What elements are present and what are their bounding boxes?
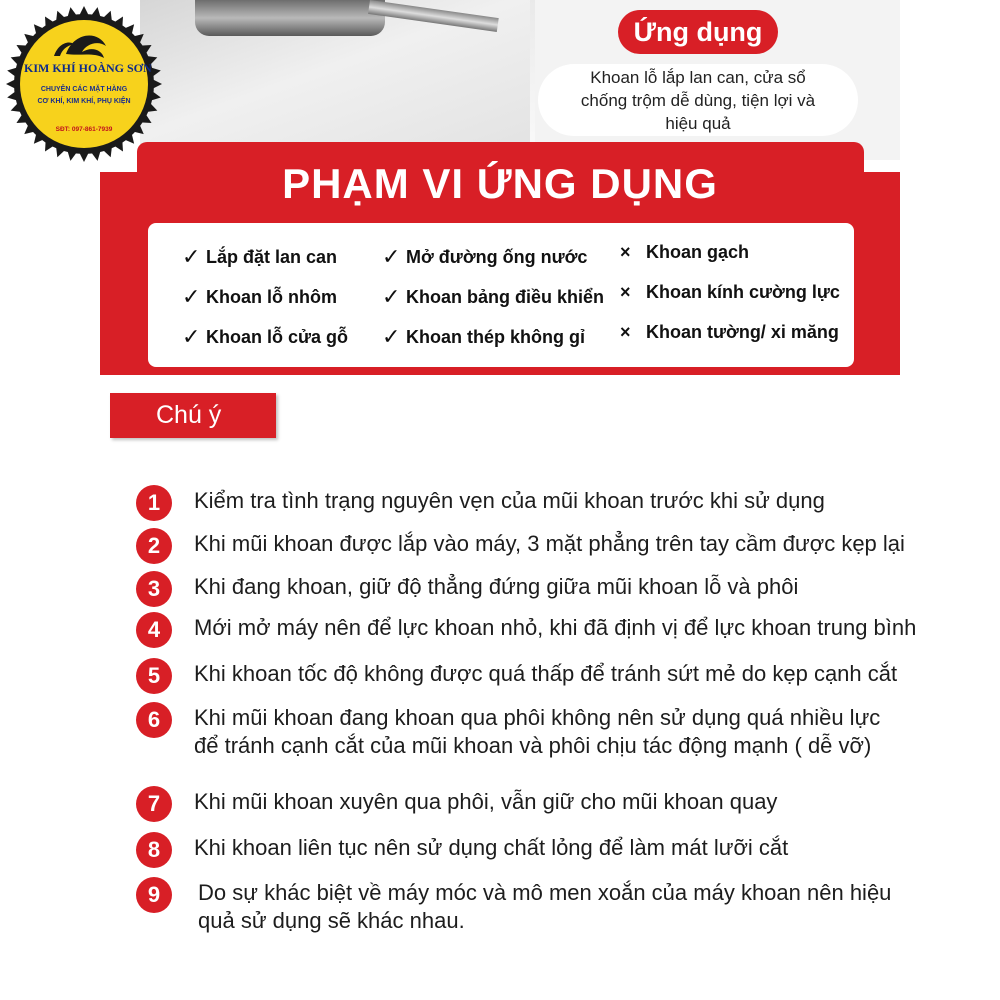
note-number-badge: 1	[136, 485, 172, 521]
logo-phone: SĐT: 097-861-7939	[55, 126, 113, 133]
note-line: để tránh cạnh cắt của mũi khoan và phôi chịu tác động mạnh ( dễ vỡ)	[194, 733, 872, 758]
check-icon: ✓	[382, 284, 401, 309]
note-line: Khi đang khoan, giữ độ thẳng đứng giữa mũi khoan lỗ và phôi	[194, 574, 799, 599]
scope-item-yes	[382, 284, 604, 310]
note-text	[194, 834, 984, 862]
note-line: Mới mở máy nên để lực khoan nhỏ, khi đã định vị để lực khoan trung bình	[194, 615, 917, 640]
scope-title: PHẠM VI ỨNG DỤNG	[282, 160, 718, 207]
scope-item-label: Mở đường ống nước	[406, 246, 588, 267]
scope-item-no	[620, 242, 749, 263]
note-text	[194, 487, 984, 515]
note-number-badge: 3	[136, 571, 172, 607]
note-line: Kiểm tra tình trạng nguyên vẹn của mũi khoan trước khi sử dụng	[194, 488, 825, 513]
note-number-badge: 5	[136, 658, 172, 694]
note-line: Khi khoan liên tục nên sử dụng chất lỏng để làm mát lưỡi cắt	[194, 835, 789, 860]
scope-item-no	[620, 322, 839, 343]
check-icon: ✓	[382, 324, 401, 349]
drill-body-image	[195, 0, 385, 36]
cross-icon: ×	[620, 322, 631, 342]
note-text	[194, 788, 984, 816]
cross-icon: ×	[620, 242, 631, 262]
application-description-line: hiệu quả	[665, 114, 731, 133]
note-number-badge: 8	[136, 832, 172, 868]
scope-item-label: Khoan bảng điều khiển	[406, 286, 605, 307]
scope-item-yes	[182, 244, 337, 270]
application-description-line: chống trộm dễ dùng, tiện lợi và	[580, 91, 816, 110]
logo-tagline-2: CƠ KHÍ, KIM KHÍ, PHỤ KIỆN	[37, 98, 131, 105]
scope-item-no	[620, 282, 840, 303]
note-text	[194, 660, 984, 688]
check-icon: ✓	[182, 244, 201, 269]
scope-item-label: Khoan lỗ cửa gỗ	[206, 326, 349, 347]
note-number-badge: 9	[136, 877, 172, 913]
note-line: Khi mũi khoan đang khoan qua phôi không nên sử dụng quá nhiều lực	[194, 705, 881, 730]
note-number-badge: 7	[136, 786, 172, 822]
brand-logo	[4, 4, 164, 164]
scope-item-label: Khoan lỗ nhôm	[206, 286, 337, 307]
application-description	[538, 64, 858, 136]
note-text	[198, 879, 988, 935]
note-line: Do sự khác biệt về máy móc và mô men xoắn của máy khoan nên hiệu	[198, 880, 892, 905]
check-icon: ✓	[182, 284, 201, 309]
note-line: quả sử dụng sẽ khác nhau.	[198, 908, 465, 933]
scope-item-label: Lắp đặt lan can	[206, 246, 338, 267]
scope-item-yes	[182, 324, 348, 350]
drill-photo	[140, 0, 530, 160]
note-number-badge: 4	[136, 612, 172, 648]
scope-item-label: Khoan gạch	[646, 242, 750, 262]
note-line: Khi khoan tốc độ không được quá thấp để tránh sứt mẻ do kẹp cạnh cắt	[194, 661, 898, 686]
scope-item-label: Khoan tường/ xi măng	[646, 322, 839, 342]
notes-heading: Chú ý	[110, 393, 276, 438]
note-text	[194, 573, 984, 601]
scope-item-yes	[382, 324, 585, 350]
drill-shaft-image	[368, 0, 499, 32]
application-badge: Ứng dụng	[618, 10, 778, 54]
check-icon: ✓	[382, 244, 401, 269]
logo-brand-name: KIM KHÍ HOÀNG SƠN	[24, 61, 152, 75]
note-text	[194, 614, 984, 642]
application-description-line: Khoan lỗ lắp lan can, cửa sổ	[590, 68, 806, 87]
note-text	[194, 530, 984, 558]
note-number-badge: 6	[136, 702, 172, 738]
scope-item-label: Khoan kính cường lực	[646, 282, 840, 302]
cross-icon: ×	[620, 282, 631, 302]
check-icon: ✓	[182, 324, 201, 349]
note-text	[194, 704, 984, 760]
scope-item-label: Khoan thép không gỉ	[406, 326, 585, 347]
scope-item-yes	[382, 244, 587, 270]
scope-item-yes	[182, 284, 337, 310]
note-number-badge: 2	[136, 528, 172, 564]
note-line: Khi mũi khoan được lắp vào máy, 3 mặt phẳng trên tay cầm được kẹp lại	[194, 531, 905, 556]
note-line: Khi mũi khoan xuyên qua phôi, vẫn giữ cho mũi khoan quay	[194, 789, 778, 814]
logo-tagline-1: CHUYÊN CÁC MẶT HÀNG	[40, 86, 128, 93]
